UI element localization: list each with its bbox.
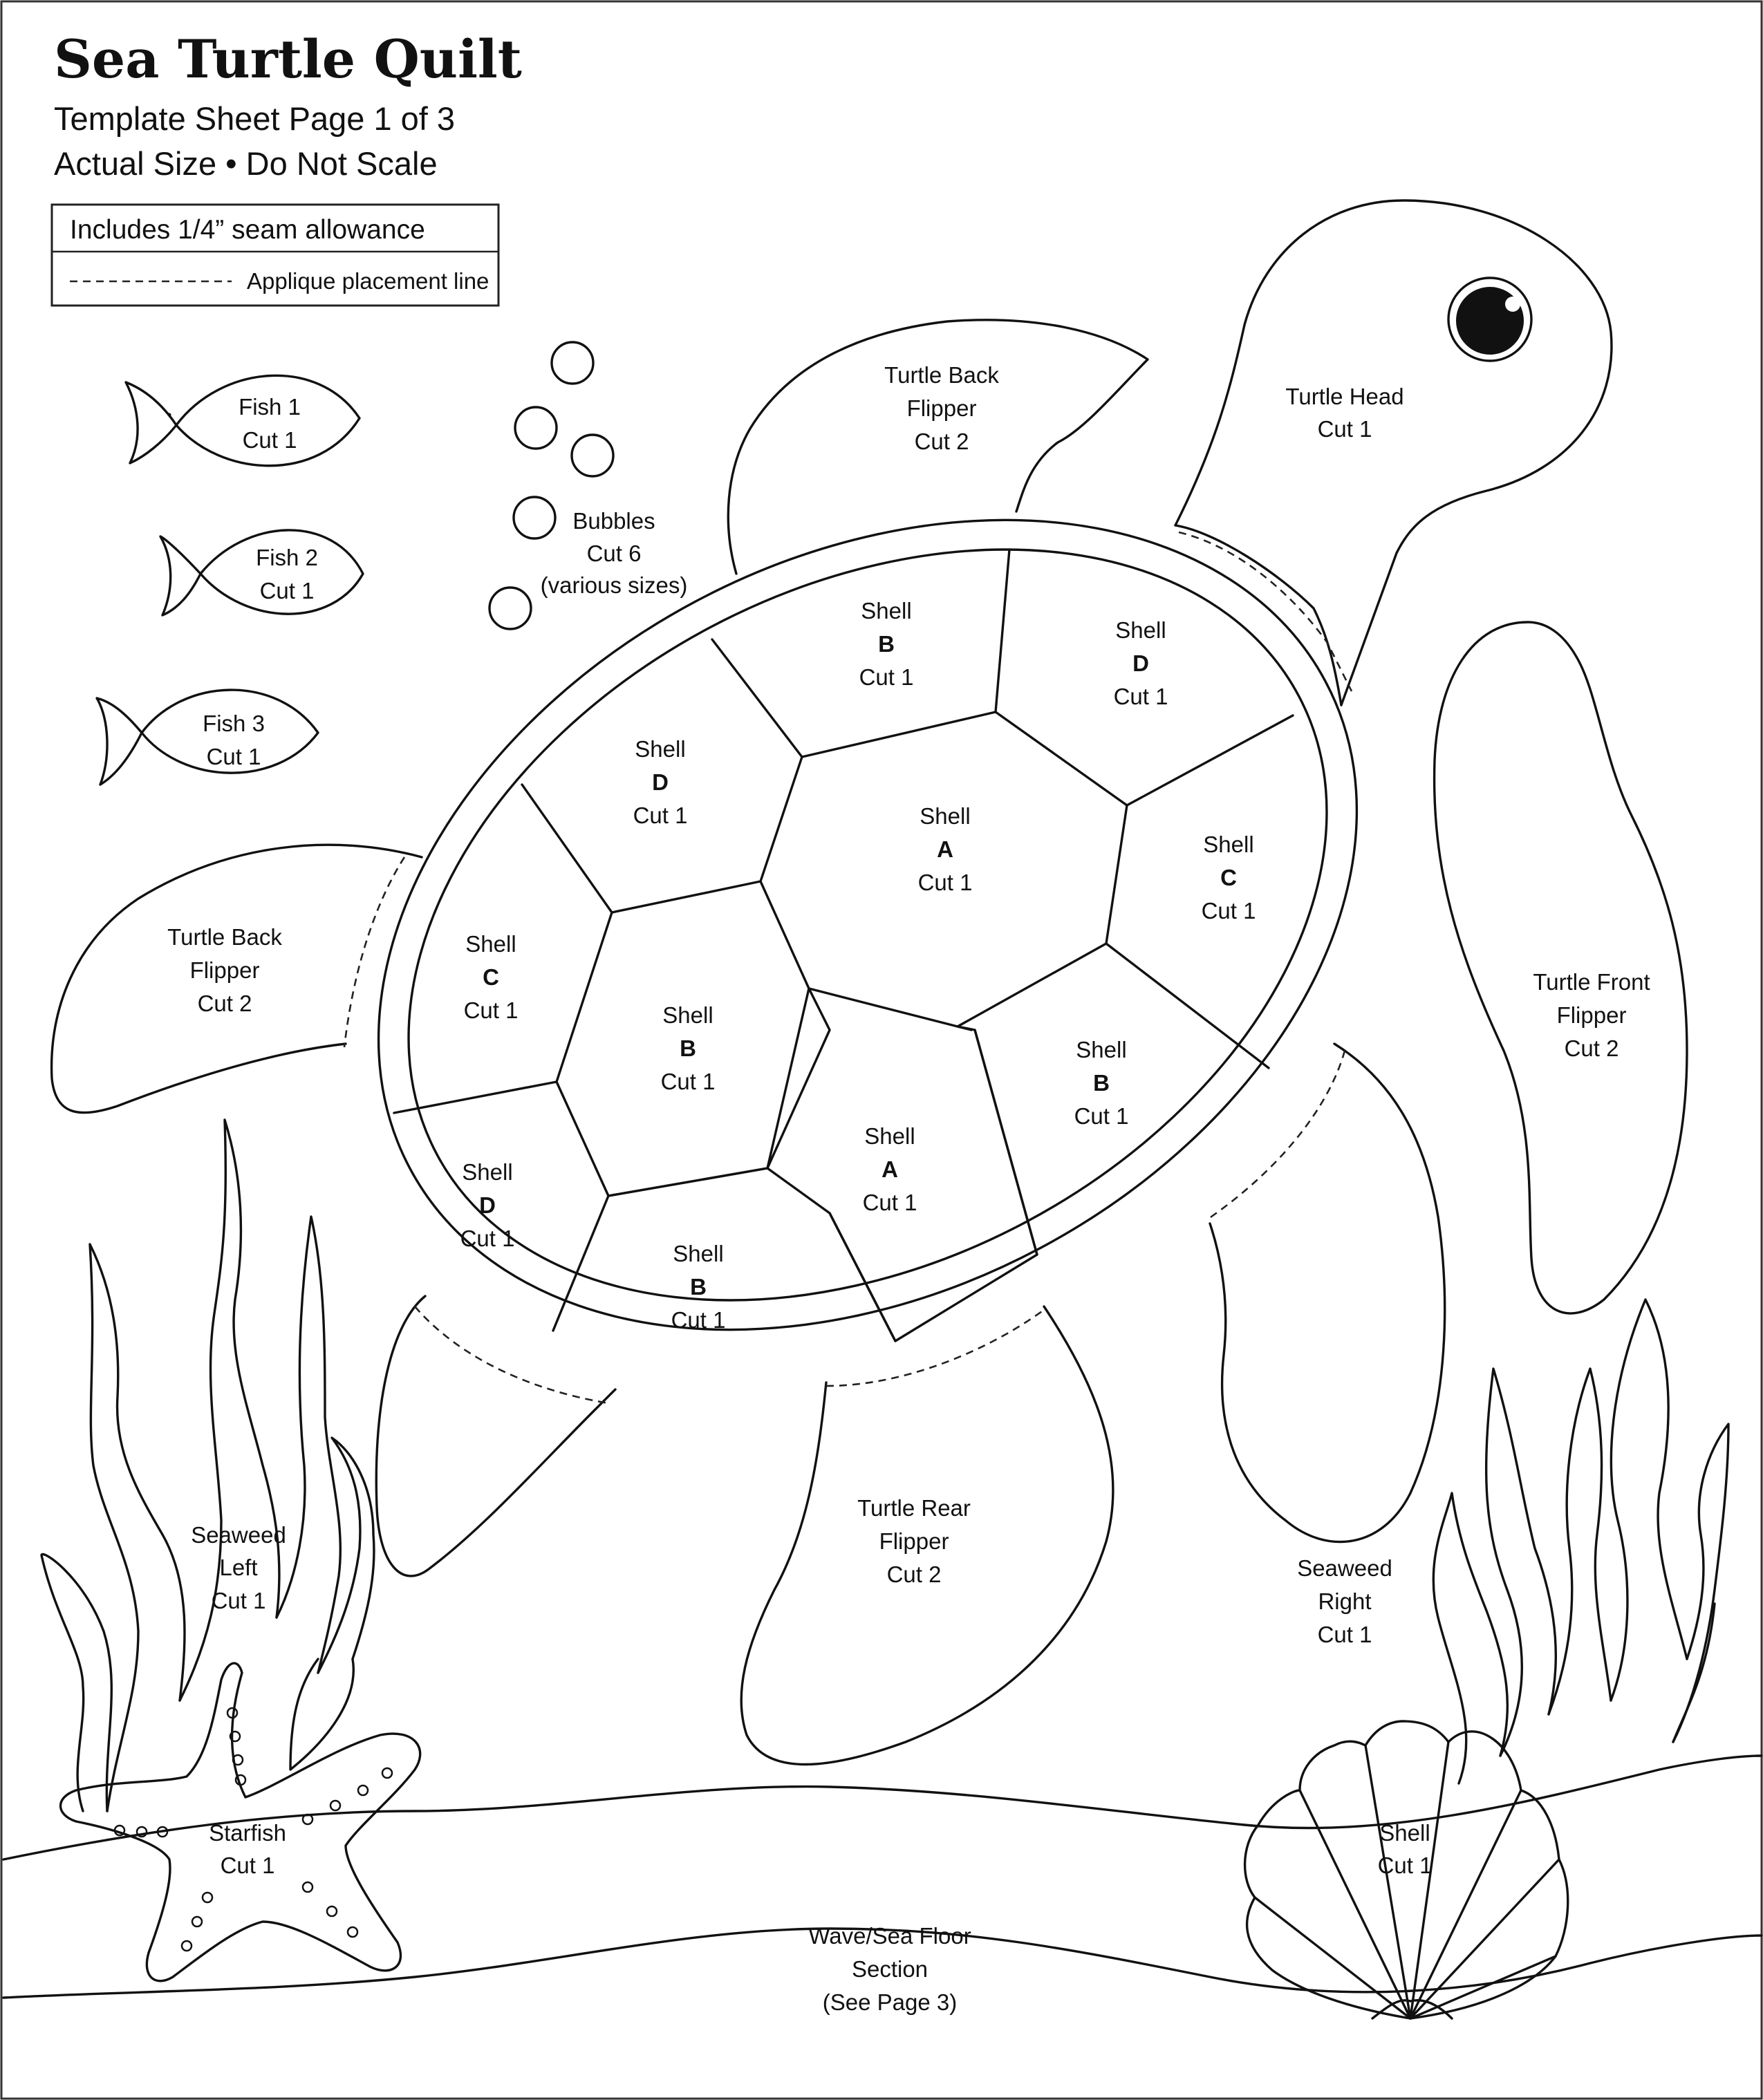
front-flipper-piece <box>1435 622 1687 1313</box>
shell-piece-label: Shell <box>920 803 971 829</box>
bubble <box>515 407 557 449</box>
bubbles-piece <box>489 342 687 629</box>
shell-piece-cut: Cut 1 <box>660 1069 716 1094</box>
seaweed-right-cut: Cut 1 <box>1317 1622 1372 1647</box>
head-label: Turtle Head <box>1285 384 1404 409</box>
wave-note: (See Page 3) <box>822 1989 958 2015</box>
shell-piece-letter: B <box>690 1274 707 1300</box>
front-flipper-name: Flipper <box>1556 1002 1627 1028</box>
shell-piece-cut: Cut 1 <box>671 1307 726 1333</box>
seaweed-right-label: Seaweed <box>1297 1555 1392 1581</box>
shell-piece-cut: Cut 1 <box>1074 1103 1129 1129</box>
back-flipper-left-piece <box>52 845 422 1112</box>
rear-flipper-label: Turtle Rear <box>857 1495 971 1521</box>
bubbles-cut: Cut 6 <box>586 541 642 566</box>
shell-piece-label: Shell <box>864 1123 915 1149</box>
shell-piece-letter: B <box>878 631 895 657</box>
shell-piece-cut: Cut 1 <box>1201 898 1256 924</box>
back-flipper-left-label: Turtle Back <box>167 924 282 950</box>
starfish-piece <box>61 1663 420 1981</box>
fish-3-cut: Cut 1 <box>206 744 261 769</box>
shell-piece-cut: Cut 1 <box>917 870 973 895</box>
shell-piece-letter: C <box>483 964 499 990</box>
fish-1-cut: Cut 1 <box>242 427 297 453</box>
shell-piece-cut: Cut 1 <box>1113 684 1168 709</box>
fish-3-piece <box>97 690 318 785</box>
shell-piece-label: Shell <box>1076 1037 1127 1062</box>
bubble <box>489 588 531 629</box>
back-flipper-top-cut: Cut 2 <box>914 429 969 454</box>
seashell-label: Shell <box>1379 1820 1430 1846</box>
back-flipper-top-name: Flipper <box>906 395 977 421</box>
wave-label: Wave/Sea Floor <box>808 1923 971 1949</box>
bubble <box>552 342 593 384</box>
seashell-piece <box>1245 1721 1568 2018</box>
head-cut: Cut 1 <box>1317 416 1372 442</box>
shell-piece-letter: A <box>882 1156 898 1182</box>
seaweed-left-cut: Cut 1 <box>211 1588 266 1613</box>
shell-piece-label: Shell <box>861 598 912 624</box>
shell-piece-cut: Cut 1 <box>859 664 914 690</box>
shell-piece-cut: Cut 1 <box>460 1226 515 1251</box>
seaweed-left-label: Seaweed <box>191 1522 286 1548</box>
bubble <box>514 497 555 538</box>
page-title: Sea Turtle Quilt <box>54 28 522 90</box>
turtle-eye-highlight <box>1505 297 1520 312</box>
front-flipper-cut: Cut 2 <box>1564 1035 1619 1061</box>
back-flipper-left-name: Flipper <box>189 957 260 983</box>
rear-flipper-cut: Cut 2 <box>886 1562 942 1587</box>
turtle-shell <box>238 358 1498 1492</box>
legend-placement-line: Applique placement line <box>247 268 489 294</box>
rear-flipper-name: Flipper <box>879 1528 949 1554</box>
back-flipper-top-label: Turtle Back <box>884 362 999 388</box>
rear-flipper-piece <box>741 1306 1113 1765</box>
front-flipper-label: Turtle Front <box>1533 969 1650 995</box>
back-flipper-left-cut: Cut 2 <box>197 991 252 1016</box>
fish-3-label: Fish 3 <box>203 711 265 736</box>
bubble <box>572 435 613 476</box>
shell-piece-label: Shell <box>673 1241 724 1266</box>
shell-piece-letter: D <box>1132 650 1149 676</box>
shell-piece-label: Shell <box>465 931 516 957</box>
fish-2-cut: Cut 1 <box>259 578 315 603</box>
starfish-cut: Cut 1 <box>220 1853 275 1878</box>
shell-piece-letter: C <box>1220 865 1237 890</box>
wave-name: Section <box>851 1956 929 1982</box>
fish-2-label: Fish 2 <box>256 545 318 570</box>
seaweed-right-piece <box>1297 1300 1728 1783</box>
shell-piece-letter: A <box>937 836 953 862</box>
bubbles-label: Bubbles <box>572 508 655 534</box>
starfish-label: Starfish <box>209 1820 286 1846</box>
back-flipper-right-piece <box>1206 1044 1445 1542</box>
page-subtitle-2: Actual Size • Do Not Scale <box>54 145 438 182</box>
shell-piece-label: Shell <box>1115 617 1166 643</box>
wave-sea-floor-piece <box>3 1756 1762 2015</box>
seaweed-left-name: Left <box>219 1555 258 1580</box>
page-subtitle-1: Template Sheet Page 1 of 3 <box>54 100 456 137</box>
fish-1-label: Fish 1 <box>239 394 301 420</box>
shell-piece-cut: Cut 1 <box>633 803 688 828</box>
shell-piece-letter: B <box>680 1035 696 1061</box>
shell-piece-cut: Cut 1 <box>862 1190 917 1215</box>
shell-piece-label: Shell <box>462 1159 513 1185</box>
shell-piece-label: Shell <box>1203 832 1254 857</box>
bubbles-note: (various sizes) <box>540 572 688 598</box>
shell-piece-letter: B <box>1093 1070 1110 1096</box>
seashell-cut: Cut 1 <box>1377 1853 1433 1878</box>
shell-piece-cut: Cut 1 <box>463 997 519 1023</box>
fish-1-piece <box>126 375 360 465</box>
legend-box <box>52 205 498 306</box>
seaweed-right-name: Right <box>1318 1588 1372 1614</box>
shell-piece-label: Shell <box>662 1002 713 1028</box>
shell-piece-label: Shell <box>635 736 686 762</box>
fish-2-piece <box>160 530 363 615</box>
seaweed-left-piece <box>41 1120 374 1811</box>
shell-piece-letter: D <box>652 769 669 795</box>
back-flipper-bottom-left-piece <box>376 1296 615 1576</box>
legend-seam-allowance: Includes 1/4” seam allowance <box>70 215 425 245</box>
shell-piece-letter: D <box>479 1192 496 1218</box>
